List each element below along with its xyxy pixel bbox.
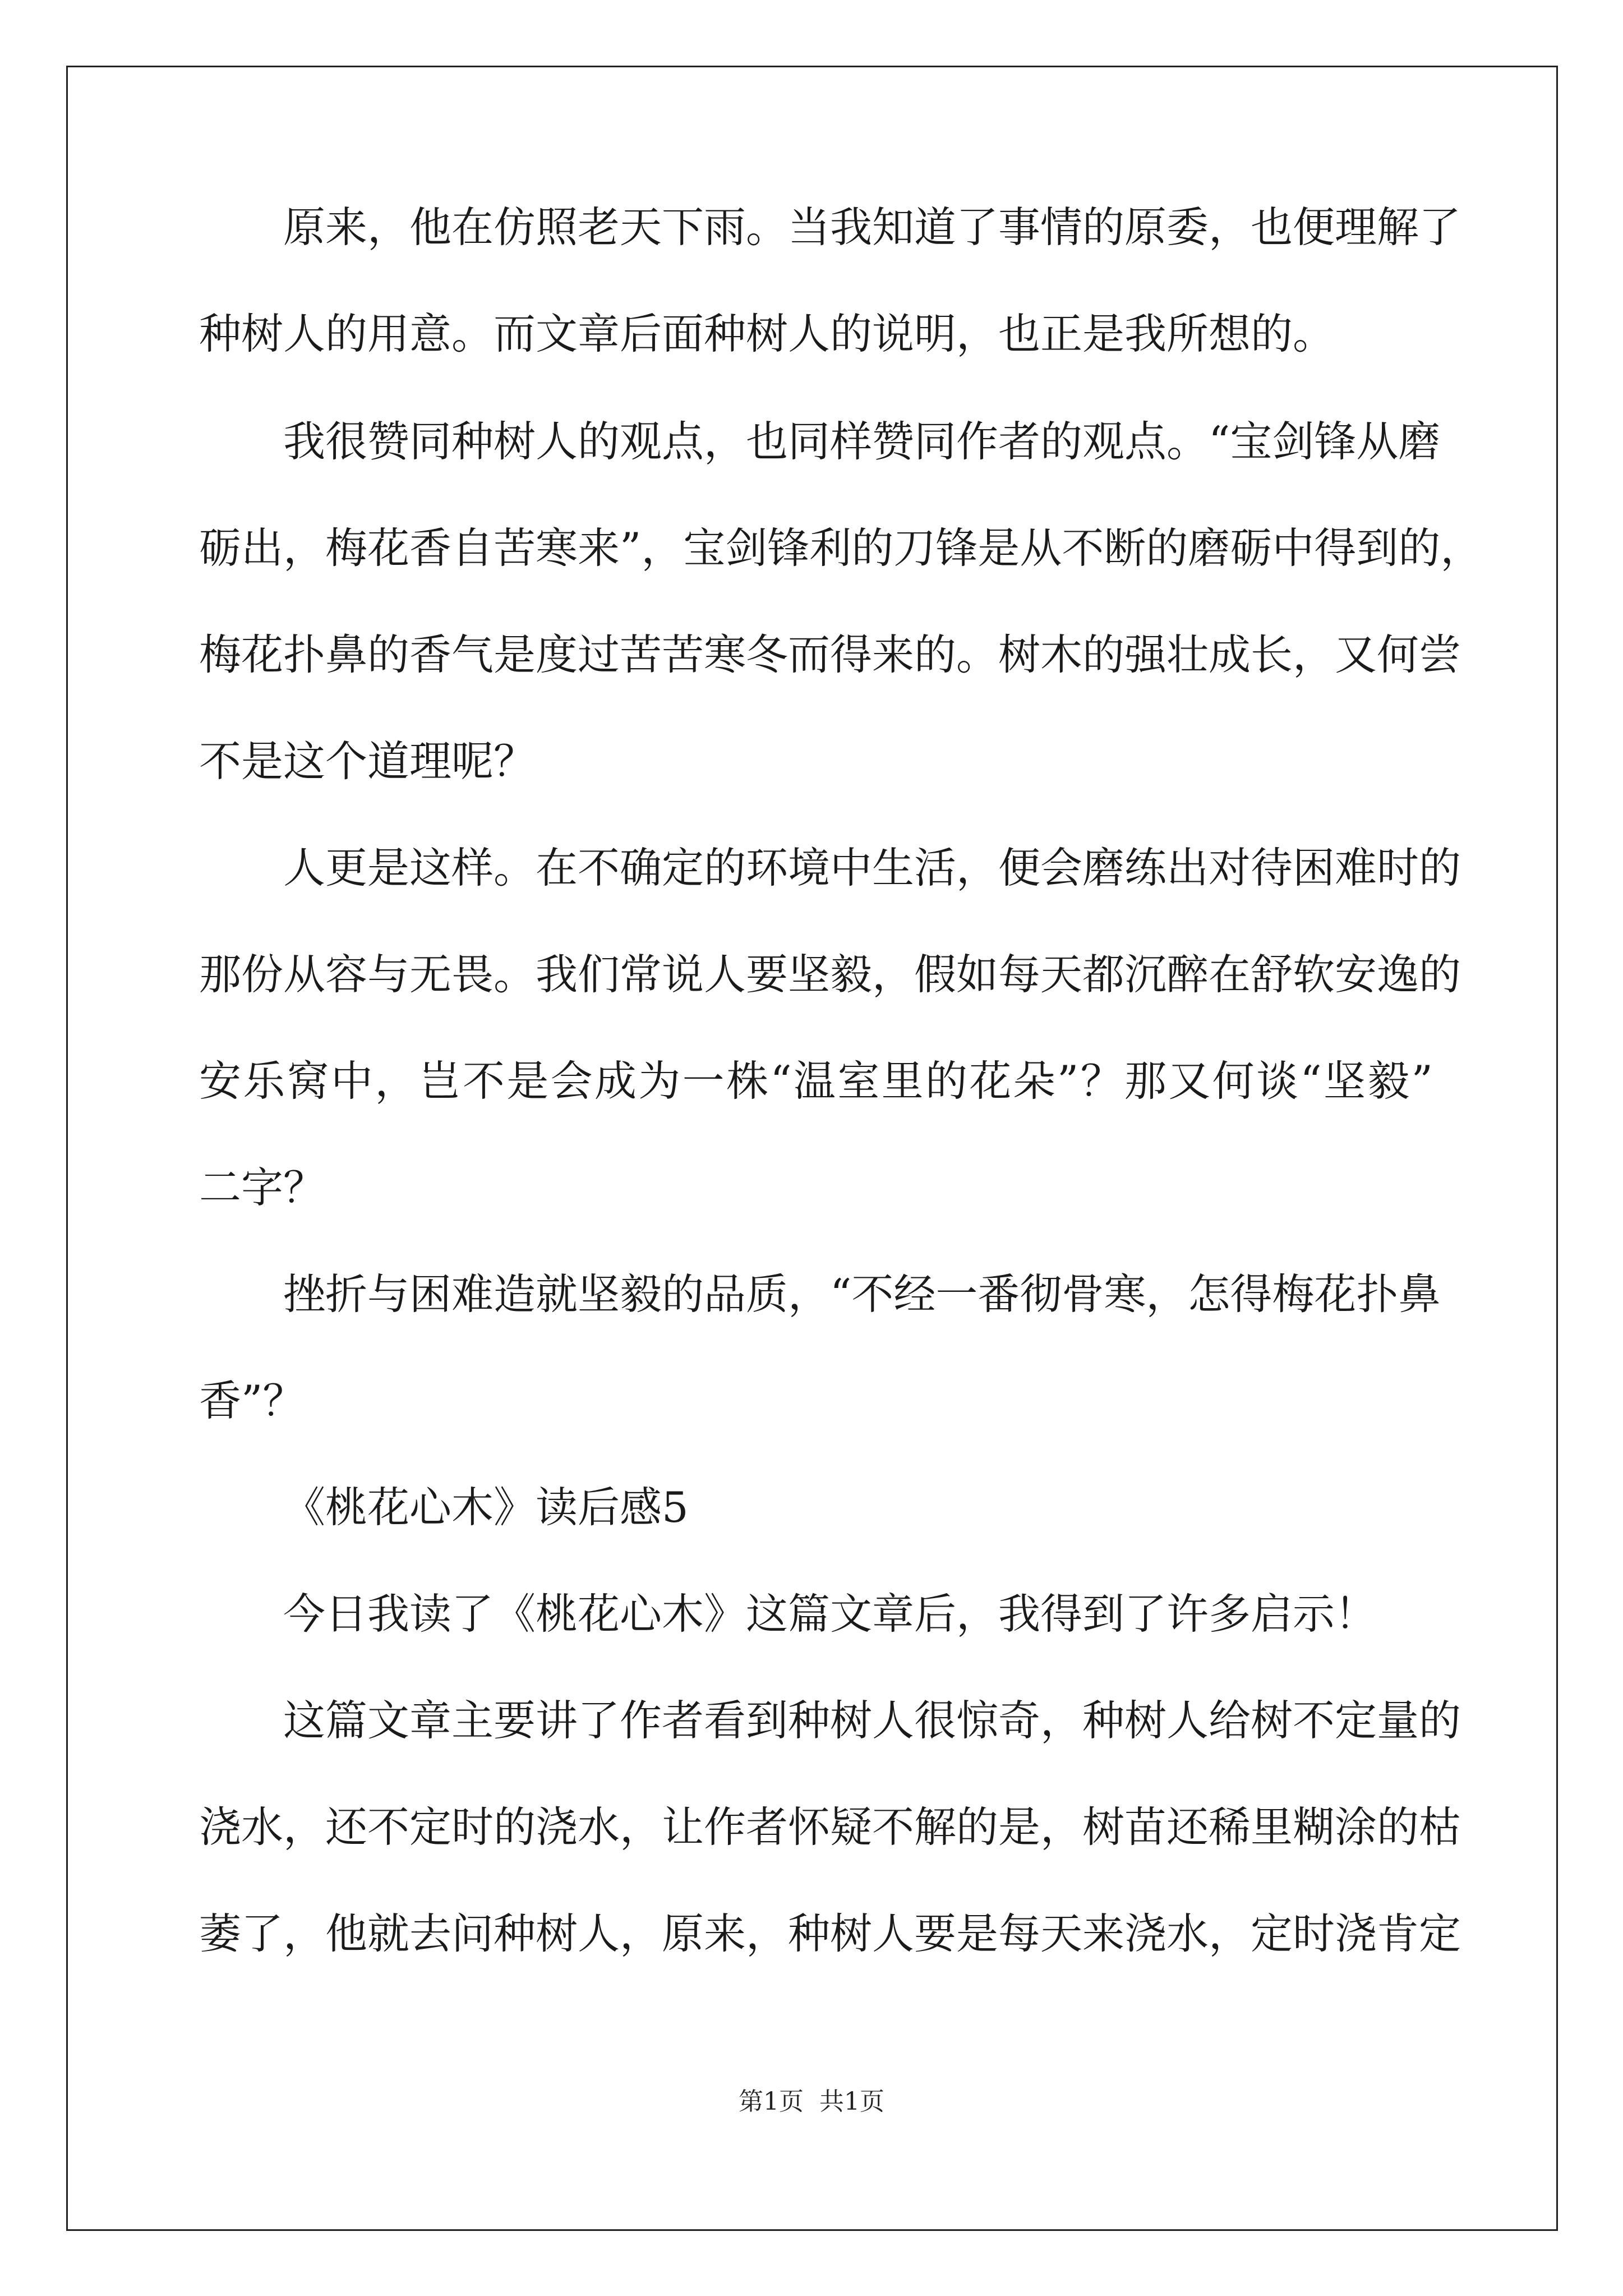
- text-line: 二字？: [199, 1163, 326, 1212]
- page-border: [66, 66, 1558, 2231]
- text-line: 今日我读了《桃花心木》这篇文章后，我得到了许多启示！: [283, 1589, 1377, 1639]
- text-line: 砺出，梅花香自苦寒来”，宝剑锋利的刀锋是从不断的磨砺中得到的，: [199, 523, 1483, 573]
- text-line: 挫折与困难造就坚毅的品质，“不经一番彻骨寒，怎得梅花扑鼻: [283, 1269, 1441, 1319]
- text-line: 种树人的用意。而文章后面种树人的说明，也正是我所想的。: [199, 309, 1335, 358]
- page-number: 第1页: [739, 2087, 804, 2116]
- text-line: 我很赞同种树人的观点，也同样赞同作者的观点。“宝剑锋从磨: [283, 417, 1441, 466]
- text-line: 梅花扑鼻的香气是度过苦苦寒冬而得来的。树木的强壮成长，又何尝: [199, 630, 1461, 679]
- text-line: 安乐窝中，岂不是会成为一株“温室里的花朵”？那又何谈“坚毅”: [199, 1056, 1433, 1106]
- section-heading: 《桃花心木》读后感5: [283, 1483, 689, 1532]
- text-line: 这篇文章主要讲了作者看到种树人很惊奇，种树人给树不定量的: [283, 1696, 1461, 1745]
- text-line: 香”？: [199, 1376, 305, 1425]
- text-line: 浇水，还不定时的浇水，让作者怀疑不解的是，树苗还稀里糊涂的枯: [199, 1802, 1461, 1852]
- text-line: 原来，他在仿照老天下雨。当我知道了事情的原委，也便理解了: [283, 203, 1461, 252]
- page-total: 共1页: [819, 2087, 884, 2116]
- text-line: 萎了，他就去问种树人，原来，种树人要是每天来浇水，定时浇肯定: [199, 1909, 1461, 1958]
- text-line: 那份从容与无畏。我们常说人要坚毅，假如每天都沉醉在舒软安逸的: [199, 950, 1461, 999]
- text-line: 人更是这样。在不确定的环境中生活，便会磨练出对待困难时的: [283, 843, 1461, 892]
- page-footer: [0, 2087, 1623, 2116]
- text-line: 不是这个道理呢？: [199, 737, 536, 786]
